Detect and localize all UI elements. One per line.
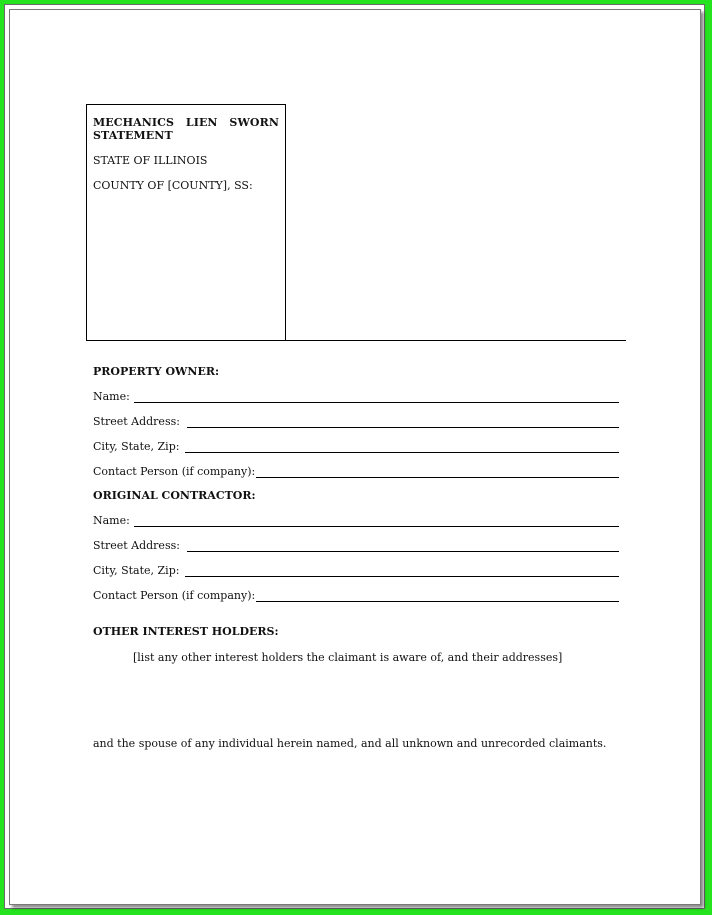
owner-street-field[interactable] (93, 414, 619, 428)
contractor-name-field[interactable] (93, 513, 619, 527)
document-title: MECHANICS LIEN SWORN STATEMENT (93, 116, 279, 142)
contractor-city-field[interactable] (93, 563, 619, 577)
contractor-street-label: Street Address: (93, 539, 180, 552)
interest-holders-instruction: [list any other interest holders the claimant is aware of, and their addresses] (133, 651, 563, 664)
owner-street-blank[interactable] (187, 427, 619, 428)
caption-rule (285, 340, 626, 341)
owner-city-field[interactable] (93, 439, 619, 453)
contractor-contact-field[interactable] (93, 588, 619, 602)
original-contractor-heading: ORIGINAL CONTRACTOR: (93, 489, 256, 502)
contractor-city-blank[interactable] (185, 576, 619, 577)
state-line: STATE OF ILLINOIS (93, 154, 208, 167)
owner-contact-blank[interactable] (256, 477, 619, 478)
owner-name-field[interactable] (93, 389, 619, 403)
owner-name-blank[interactable] (134, 402, 619, 403)
contractor-city-label: City, State, Zip: (93, 564, 180, 577)
owner-street-label: Street Address: (93, 415, 180, 428)
owner-city-blank[interactable] (185, 452, 619, 453)
county-line: COUNTY OF [COUNTY], SS: (93, 179, 253, 192)
owner-contact-field[interactable] (93, 464, 619, 478)
owner-name-label: Name: (93, 390, 130, 403)
property-owner-heading: PROPERTY OWNER: (93, 365, 220, 378)
contractor-contact-label: Contact Person (if company): (93, 589, 256, 602)
owner-city-label: City, State, Zip: (93, 440, 180, 453)
contractor-contact-blank[interactable] (256, 601, 619, 602)
contractor-street-field[interactable] (93, 538, 619, 552)
closing-statement: and the spouse of any individual herein named, and all unknown and unrecorded claimants. (93, 737, 607, 750)
other-interest-holders-heading: OTHER INTEREST HOLDERS: (93, 625, 279, 638)
contractor-name-label: Name: (93, 514, 130, 527)
contractor-street-blank[interactable] (187, 551, 619, 552)
owner-contact-label: Contact Person (if company): (93, 465, 256, 478)
contractor-name-blank[interactable] (134, 526, 619, 527)
